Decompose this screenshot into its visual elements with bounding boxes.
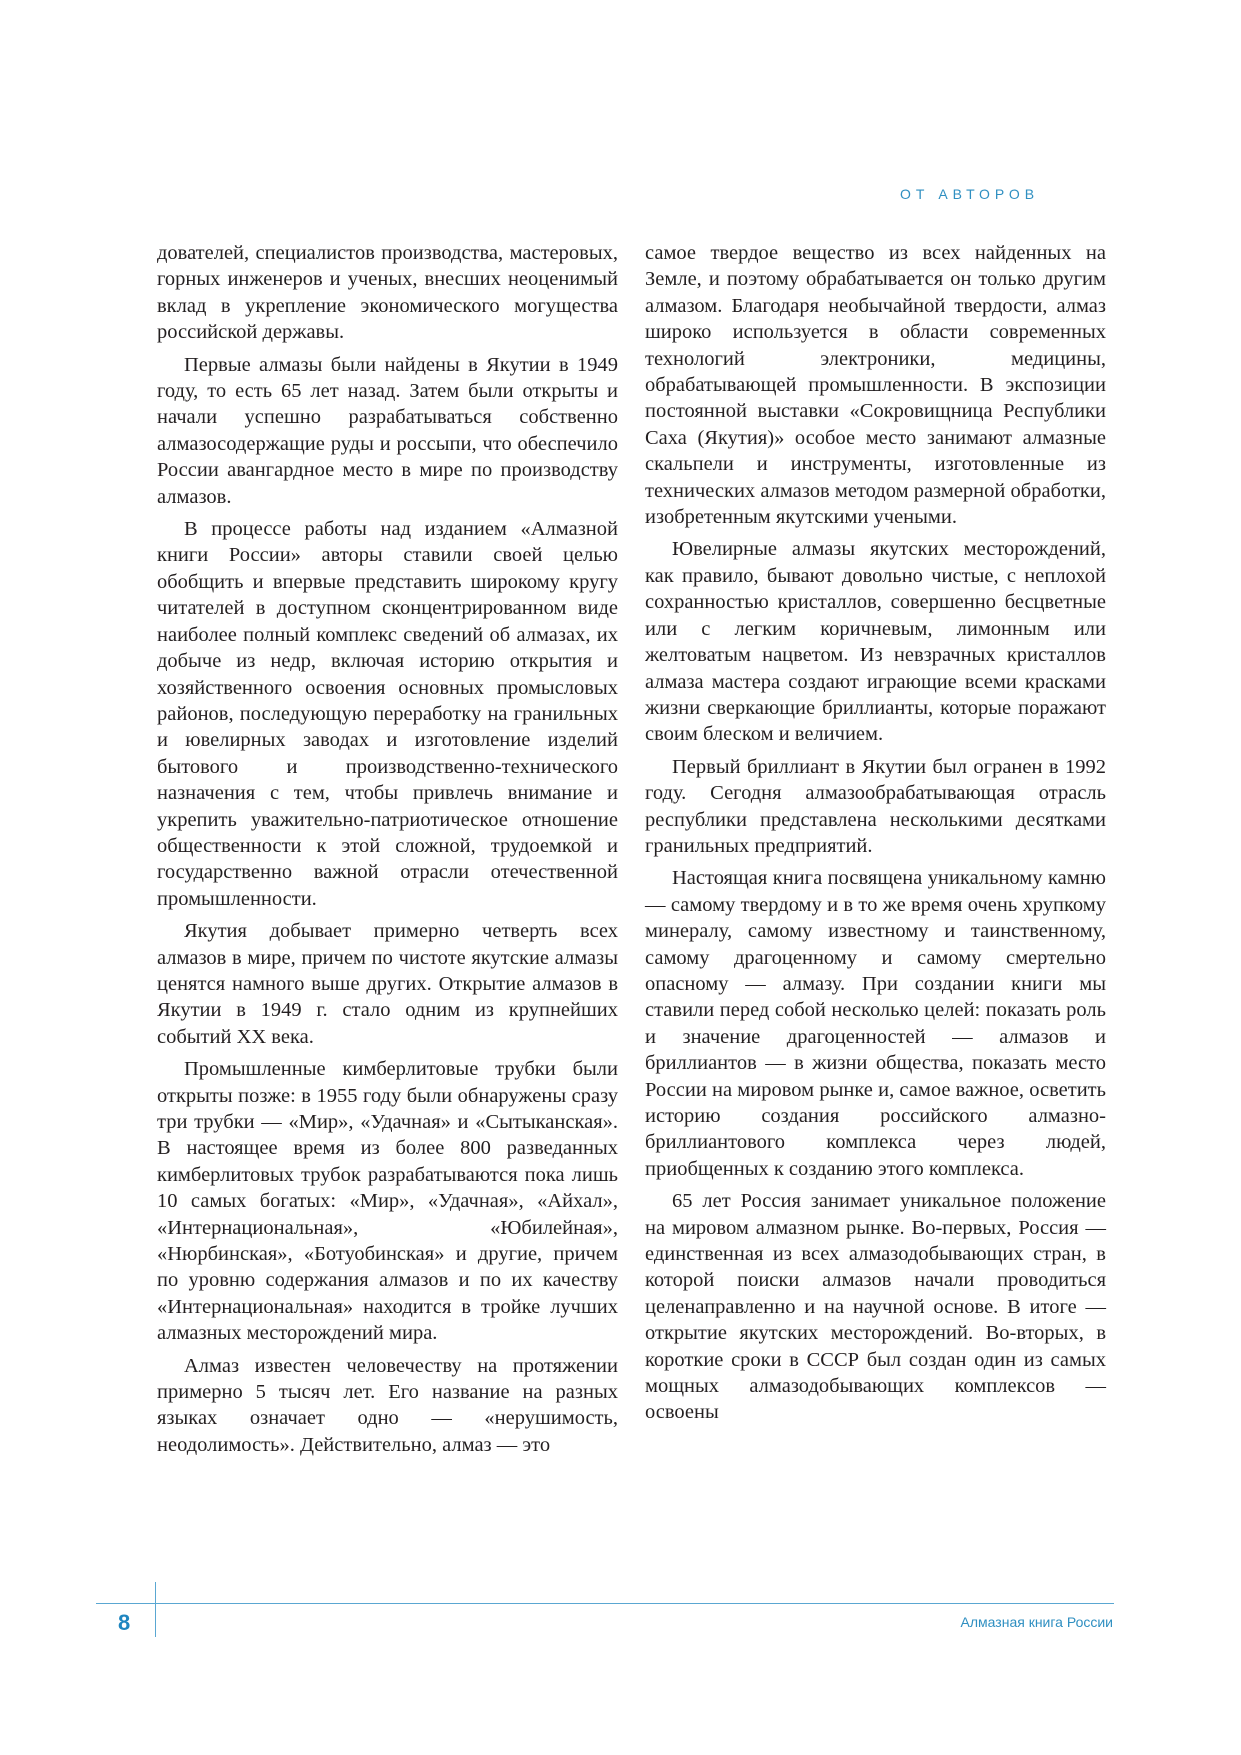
footer-page-divider	[155, 1582, 156, 1637]
paragraph: В процессе работы над изданием «Алмазной книги России» авторы ставили своей целью обобщить и впервые представить широкому кругу читателей в доступном сконцентрированном виде наиболее полный комплекс сведений об алмазах, их добыче из недр, включая историю открытия и хозяйственного освоения основных промысловых районов, последующую переработку на гранильных и ювелирных заводах и изготовление изделий бытового и производственно-технического назначения с тем, чтобы привлечь внимание и укрепить уважительно-патриотическое отношение общественности к этой сложной, трудоемкой и государственно важной отрасли отечественной промышленности.	[157, 518, 618, 910]
paragraph: 65 лет Россия занимает уникальное положение на мировом алмазном рынке. Во-первых, Россия — единственная из всех алмазодобывающих стран, в которой поиски алмазов начали проводиться целенаправленно и на научной основе. В итоге — открытие якутских месторождений. Во-вторых, в короткие сроки в СССР был создан один из самых мощных алмазодобывающих комплексов — освоены	[645, 1190, 1106, 1424]
page-number: 8	[118, 1610, 131, 1635]
paragraph: Алмаз известен человечеству на протяжении примерно 5 тысяч лет. Его название на разных языках означает одно — «нерушимость, неодолимость». Действительно, алмаз — это	[157, 1354, 618, 1456]
paragraph: дователей, специалистов производства, мастеровых, горных инженеров и ученых, внесших неоценимый вклад в укрепление экономического могущества российской державы.	[157, 242, 618, 344]
right-column	[645, 240, 1106, 1432]
paragraph: Настоящая книга посвящена уникальному камню — самому твердому и в то же время очень хрупкому минералу, самому известному и таинственному, самому драгоценному и самому смертельно опасному — алмазу. При создании книги мы ставили перед собой несколько целей: показать роль и значение драгоценностей — алмазов и бриллиантов — в жизни общества, показать место России на мировом рынке и, самое важное, осветить историю создания российского алмазно-бриллиантового комплекса через людей, приобщенных к созданию этого комплекса.	[645, 867, 1106, 1180]
paragraph: Якутия добывает примерно четверть всех алмазов в мире, причем по чистоте якутские алмазы ценятся намного выше других. Открытие алмазов в Якутии в 1949 г. стало одним из крупнейших событий XX века.	[157, 920, 618, 1048]
paragraph: Первые алмазы были найдены в Якутии в 1949 году, то есть 65 лет назад. Затем были открыты и начали успешно разрабатываться собственно алмазосодержащие руды и россыпи, что обеспечило России авангардное место в мире по производству алмазов.	[157, 353, 618, 508]
book-title: Алмазная книга России	[960, 1614, 1113, 1630]
paragraph: самое твердое вещество из всех найденных на Земле, и поэтому обрабатывается он только другим алмазом. Благодаря необычайной твердости, алмаз широко используется в области современных технологий электроники, медицины, обрабатывающей промышленности. В экспозиции постоянной выставки «Сокровищница Республики Саха (Якутия)» особое место занимают алмазные скальпели и инструменты, изготовленные из технических алмазов методом размерной обработки, изобретенным якутскими учеными.	[645, 242, 1106, 529]
footer-divider	[96, 1603, 1114, 1604]
paragraph: Первый бриллиант в Якутии был огранен в 1992 году. Сегодня алмазообрабатывающая отрасль республики представлена несколькими десятками гранильных предприятий.	[645, 755, 1106, 857]
left-column	[157, 240, 618, 1464]
section-header: ОТ АВТОРОВ	[900, 186, 1040, 202]
paragraph: Промышленные кимберлитовые трубки были открыты позже: в 1955 году были обнаружены сразу три трубки — «Мир», «Удачная» и «Сытыканская». В настоящее время из более 800 разведанных кимберлитовых трубок разрабатываются пока лишь 10 самых богатых: «Мир», «Удачная», «Айхал», «Интернациональная», «Юбилейная», «Нюрбинская», «Ботуобинская» и другие, причем по уровню содержания алмазов и по их качеству «Интернациональная» находится в тройке лучших алмазных месторождений мира.	[157, 1058, 618, 1345]
paragraph: Ювелирные алмазы якутских месторождений, как правило, бывают довольно чистые, с неплохой сохранностью кристаллов, совершенно бесцветные или с легким коричневым, лимонным или желтоватым нацветом. Из невзрачных кристаллов алмаза мастера создают играющие всеми красками жизни сверкающие бриллианты, которые поражают своим блеском и величием.	[645, 538, 1106, 746]
